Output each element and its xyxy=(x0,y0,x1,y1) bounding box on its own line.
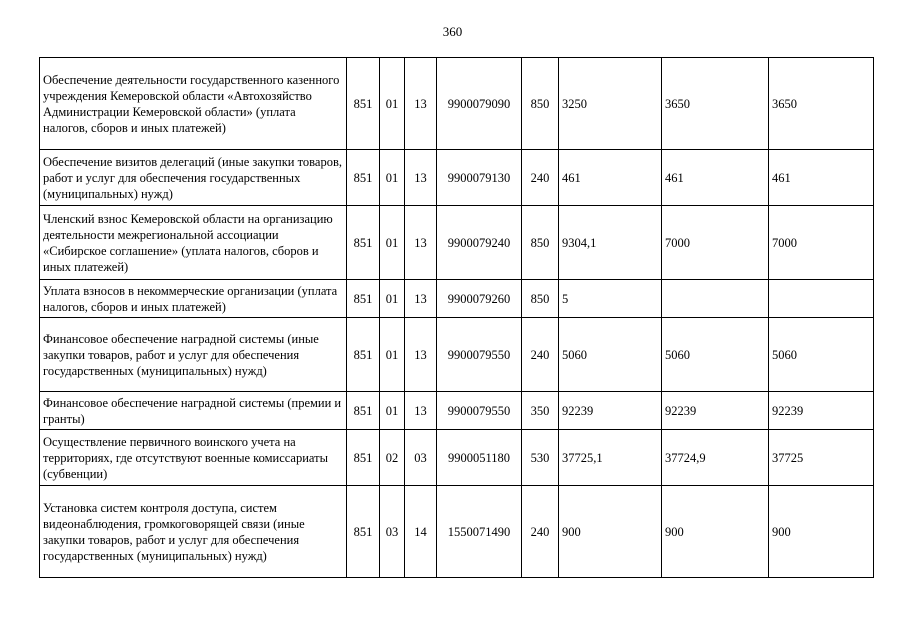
amount-year1-cell: 92239 xyxy=(559,392,662,430)
amount-year2-cell: 92239 xyxy=(662,392,769,430)
section-code-cell: 03 xyxy=(380,486,405,578)
subsection-code-cell: 13 xyxy=(405,318,437,392)
expense-type-cell: 240 xyxy=(522,486,559,578)
amount-year2-cell: 900 xyxy=(662,486,769,578)
target-article-cell: 9900079240 xyxy=(437,206,522,280)
row-description: Обеспечение деятельности государственного казенного учреждения Кемеровской области «Автохозяйство Администрации Кемеровской области» (уплата налогов, сборов и иных платежей) xyxy=(40,58,347,150)
amount-year2-cell: 461 xyxy=(662,150,769,206)
admin-code-cell: 851 xyxy=(347,150,380,206)
subsection-code-cell: 03 xyxy=(405,430,437,486)
section-code-cell: 01 xyxy=(380,392,405,430)
table-row xyxy=(40,486,874,578)
amount-year1-cell: 5 xyxy=(559,280,662,318)
subsection-code-cell: 13 xyxy=(405,206,437,280)
target-article-cell: 9900079090 xyxy=(437,58,522,150)
admin-code-cell: 851 xyxy=(347,280,380,318)
amount-year1-cell: 37725,1 xyxy=(559,430,662,486)
row-description: Установка систем контроля доступа, систем видеонаблюдения, громкоговорящей связи (иные закупки товаров, работ и услуг для обеспечения государственных (муниципальных) нужд) xyxy=(40,486,347,578)
page-number: 360 xyxy=(442,24,463,39)
table-row xyxy=(40,430,874,486)
row-description: Уплата взносов в некоммерческие организации (уплата налогов, сборов и иных платежей) xyxy=(40,280,347,318)
budget-table xyxy=(39,57,874,578)
expense-type-cell: 240 xyxy=(522,318,559,392)
section-code-cell: 01 xyxy=(380,206,405,280)
amount-year3-cell: 461 xyxy=(769,150,874,206)
table-row xyxy=(40,58,874,150)
expense-type-cell: 350 xyxy=(522,392,559,430)
section-code-cell: 02 xyxy=(380,430,405,486)
amount-year2-cell: 5060 xyxy=(662,318,769,392)
row-description: Финансовое обеспечение наградной системы (премии и гранты) xyxy=(40,392,347,430)
target-article-cell: 1550071490 xyxy=(437,486,522,578)
admin-code-cell: 851 xyxy=(347,486,380,578)
admin-code-cell: 851 xyxy=(347,318,380,392)
amount-year3-cell: 3650 xyxy=(769,58,874,150)
subsection-code-cell: 13 xyxy=(405,150,437,206)
table-row xyxy=(40,280,874,318)
amount-year3-cell: 5060 xyxy=(769,318,874,392)
admin-code-cell: 851 xyxy=(347,58,380,150)
subsection-code-cell: 14 xyxy=(405,486,437,578)
amount-year2-cell xyxy=(662,280,769,318)
amount-year2-cell: 3650 xyxy=(662,58,769,150)
table-row xyxy=(40,206,874,280)
expense-type-cell: 850 xyxy=(522,280,559,318)
expense-type-cell: 530 xyxy=(522,430,559,486)
section-code-cell: 01 xyxy=(380,58,405,150)
amount-year1-cell: 3250 xyxy=(559,58,662,150)
amount-year1-cell: 9304,1 xyxy=(559,206,662,280)
target-article-cell: 9900079550 xyxy=(437,392,522,430)
expense-type-cell: 240 xyxy=(522,150,559,206)
row-description: Обеспечение визитов делегаций (иные закупки товаров, работ и услуг для обеспечения государственных (муниципальных) нужд) xyxy=(40,150,347,206)
expense-type-cell: 850 xyxy=(522,58,559,150)
admin-code-cell: 851 xyxy=(347,392,380,430)
table-row xyxy=(40,150,874,206)
section-code-cell: 01 xyxy=(380,280,405,318)
amount-year2-cell: 37724,9 xyxy=(662,430,769,486)
amount-year2-cell: 7000 xyxy=(662,206,769,280)
row-description: Членский взнос Кемеровской области на организацию деятельности межрегиональной ассоциации «Сибирское соглашение» (уплата налогов, сборов и иных платежей) xyxy=(40,206,347,280)
amount-year3-cell: 7000 xyxy=(769,206,874,280)
admin-code-cell: 851 xyxy=(347,206,380,280)
table-row xyxy=(40,392,874,430)
amount-year3-cell xyxy=(769,280,874,318)
target-article-cell: 9900079130 xyxy=(437,150,522,206)
amount-year1-cell: 900 xyxy=(559,486,662,578)
row-description: Осуществление первичного воинского учета на территориях, где отсутствуют военные комиссариаты (субвенции) xyxy=(40,430,347,486)
section-code-cell: 01 xyxy=(380,318,405,392)
amount-year3-cell: 37725 xyxy=(769,430,874,486)
amount-year1-cell: 5060 xyxy=(559,318,662,392)
amount-year3-cell: 900 xyxy=(769,486,874,578)
subsection-code-cell: 13 xyxy=(405,58,437,150)
target-article-cell: 9900051180 xyxy=(437,430,522,486)
subsection-code-cell: 13 xyxy=(405,280,437,318)
amount-year3-cell: 92239 xyxy=(769,392,874,430)
amount-year1-cell: 461 xyxy=(559,150,662,206)
admin-code-cell: 851 xyxy=(347,430,380,486)
expense-type-cell: 850 xyxy=(522,206,559,280)
row-description: Финансовое обеспечение наградной системы (иные закупки товаров, работ и услуг для обеспечения государственных (муниципальных) нужд) xyxy=(40,318,347,392)
target-article-cell: 9900079550 xyxy=(437,318,522,392)
subsection-code-cell: 13 xyxy=(405,392,437,430)
target-article-cell: 9900079260 xyxy=(437,280,522,318)
table-row xyxy=(40,318,874,392)
section-code-cell: 01 xyxy=(380,150,405,206)
